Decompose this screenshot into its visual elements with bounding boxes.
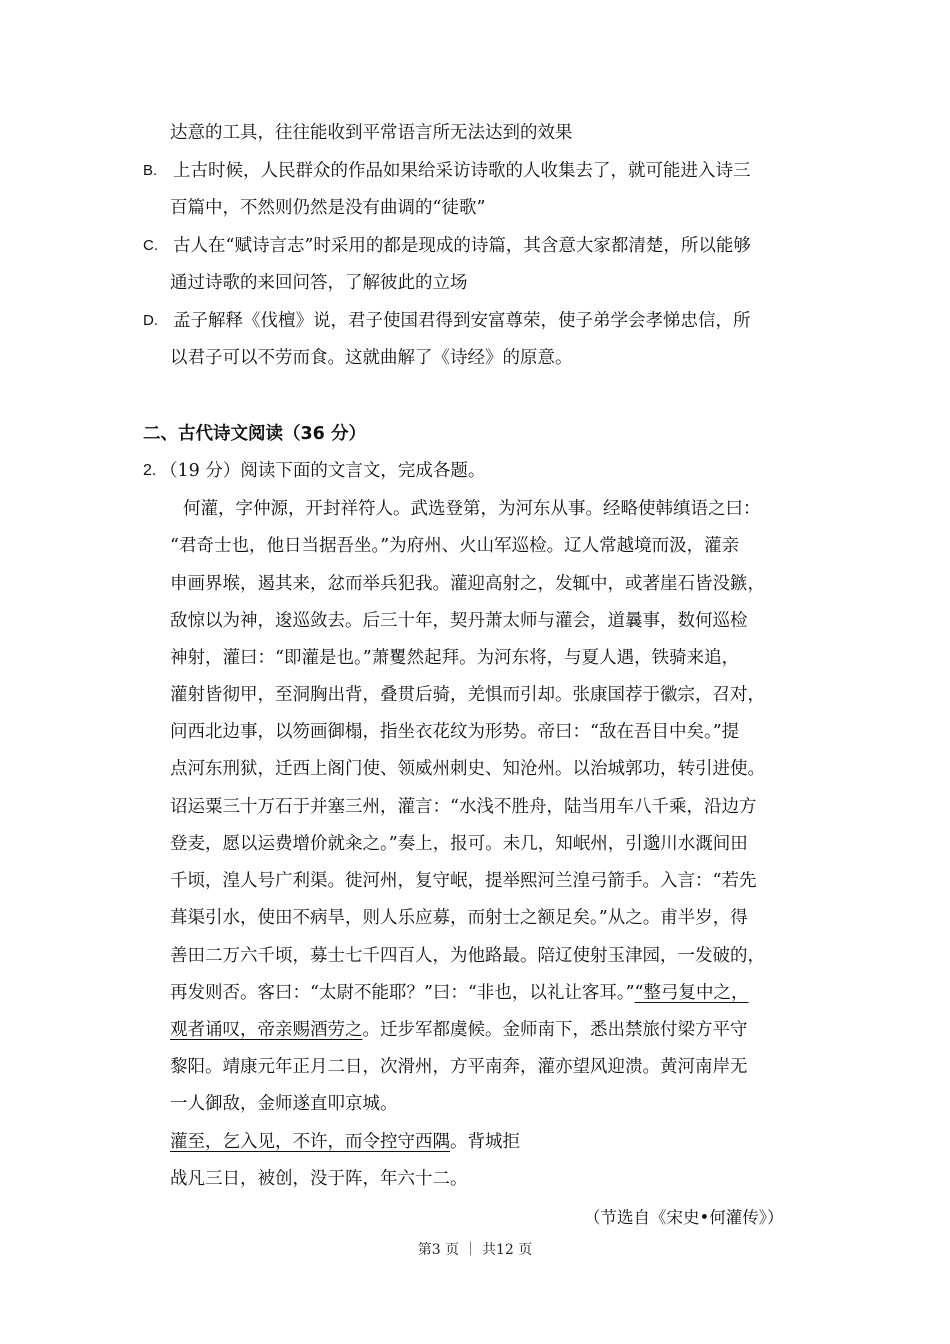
passage-line-18: [170, 1130, 520, 1154]
passage-line: 申画界堠，遏其来，忿而举兵犯我。灌迎高射之，发辄中，或著崖石皆没鏃，: [170, 574, 765, 594]
passage-line: 诏运粟三十万石于并塞三州，灌言：“水浅不胜舟，陆当用车八千乘，沿边方: [170, 797, 757, 817]
option-d-line-1: 孟子解释《伐檀》说，君子使国君得到安富尊荣，使子弟学会孝悌忠信，所: [173, 311, 751, 331]
passage-line: “君奇士也，他日当据吾坐。”为府州、火山军巡检。辽人常越境而汲，灌亲: [170, 536, 740, 556]
passage-line: 战凡三日，被创，没于阵，年六十二。: [170, 1169, 468, 1189]
passage-text: 。迁步军都虞候。金师南下，悉出禁旅付梁方平守: [362, 1020, 748, 1040]
underlined-sentence-1: “整弓复中之，: [634, 983, 749, 1003]
passage-line-15: [170, 1018, 748, 1042]
underlined-sentence-2: 灌至，乞入见，不许，而令控守西隅: [170, 1132, 450, 1152]
page-footer: 第3 页 ｜ 共12 页: [417, 1242, 533, 1258]
passage-text: 。背城拒: [450, 1132, 520, 1152]
passage-source: （节选自《宋史•何灌传》）: [584, 1208, 784, 1227]
passage-line: 黎阳。靖康元年正月二日，次滑州，方平南奔，灌亦望风迎溃。黄河南岸无: [170, 1057, 748, 1077]
option-d-line-2: 以君子可以不劳而食。这就曲解了《诗经》的原意。: [170, 348, 573, 368]
option-a-tail: 达意的工具，往往能收到平常语言所无法达到的效果: [170, 123, 573, 143]
passage-line: 一人御敌，金师遂直叩京城。: [170, 1094, 398, 1114]
passage-line: 千顷，湟人号广利渠。徙河州，复守岷，提举熙河兰湟弓箭手。入言：“若先: [170, 871, 757, 891]
option-d-letter: D.: [143, 312, 158, 329]
option-c-line-2: 通过诗歌的来回问答，了解彼此的立场: [170, 273, 468, 293]
passage-line: 敌惊以为神，逡巡敛去。后三十年，契丹萧太师与灌会，道曩事，数何巡检: [170, 611, 748, 631]
passage-line: 善田二万六千顷，募士七千四百人，为他路最。陪辽使射玉津园，一发破的，: [170, 946, 765, 966]
question-prompt: （19 分）阅读下面的文言文，完成各题。: [160, 461, 486, 481]
passage-line: 葺渠引水，使田不病旱，则人乐应募，而射士之额足矣。”从之。甫半岁，得: [170, 908, 748, 928]
option-b-letter: B.: [143, 162, 158, 179]
passage-line: 点河东刑狱，迁西上阁门使、领威州刺史、知沧州。以治城郭功，转引进使。: [170, 759, 765, 779]
passage-line: 何灌，字仲源，开封祥符人。武选登第，为河东从事。经略使韩缜语之曰：: [183, 499, 761, 519]
passage-line: 灌射皆彻甲，至洞胸出背，叠贯后骑，羌惧而引却。张康国荐于徽宗，召对，: [170, 685, 765, 705]
option-b-line-1: 上古时候，人民群众的作品如果给采访诗歌的人收集去了，就可能进入诗三: [173, 161, 751, 181]
option-b-line-2: 百篇中，不然则仍然是没有曲调的“徒歌”: [170, 198, 486, 218]
option-c-letter: C.: [143, 237, 158, 254]
passage-line-14: [170, 981, 749, 1005]
passage-line: 问西北边事，以笏画御榻，指坐衣花纹为形势。帝曰：“敌在吾目中矣。”提: [170, 722, 740, 742]
section-title: 二、古代诗文阅读（36 分）: [143, 424, 366, 444]
passage-line: 神射，灌曰：“即灌是也。”萧矍然起拜。为河东将，与夏人遇，铁骑来追，: [170, 648, 740, 668]
question-number: 2.: [143, 462, 157, 479]
underlined-sentence-1-cont: 观者诵叹，帝亲赐酒劳之: [170, 1020, 363, 1040]
passage-text: 再发则否。客曰：“太尉不能耶？”曰：“非也，以礼让客耳。”: [170, 983, 635, 1003]
passage-line: 登麦，愿以运费增价就籴之。”奏上，报可。未几，知岷州，引邈川水溉间田: [170, 834, 748, 854]
option-c-line-1: 古人在“赋诗言志”时采用的都是现成的诗篇，其含意大家都清楚，所以能够: [173, 236, 751, 256]
